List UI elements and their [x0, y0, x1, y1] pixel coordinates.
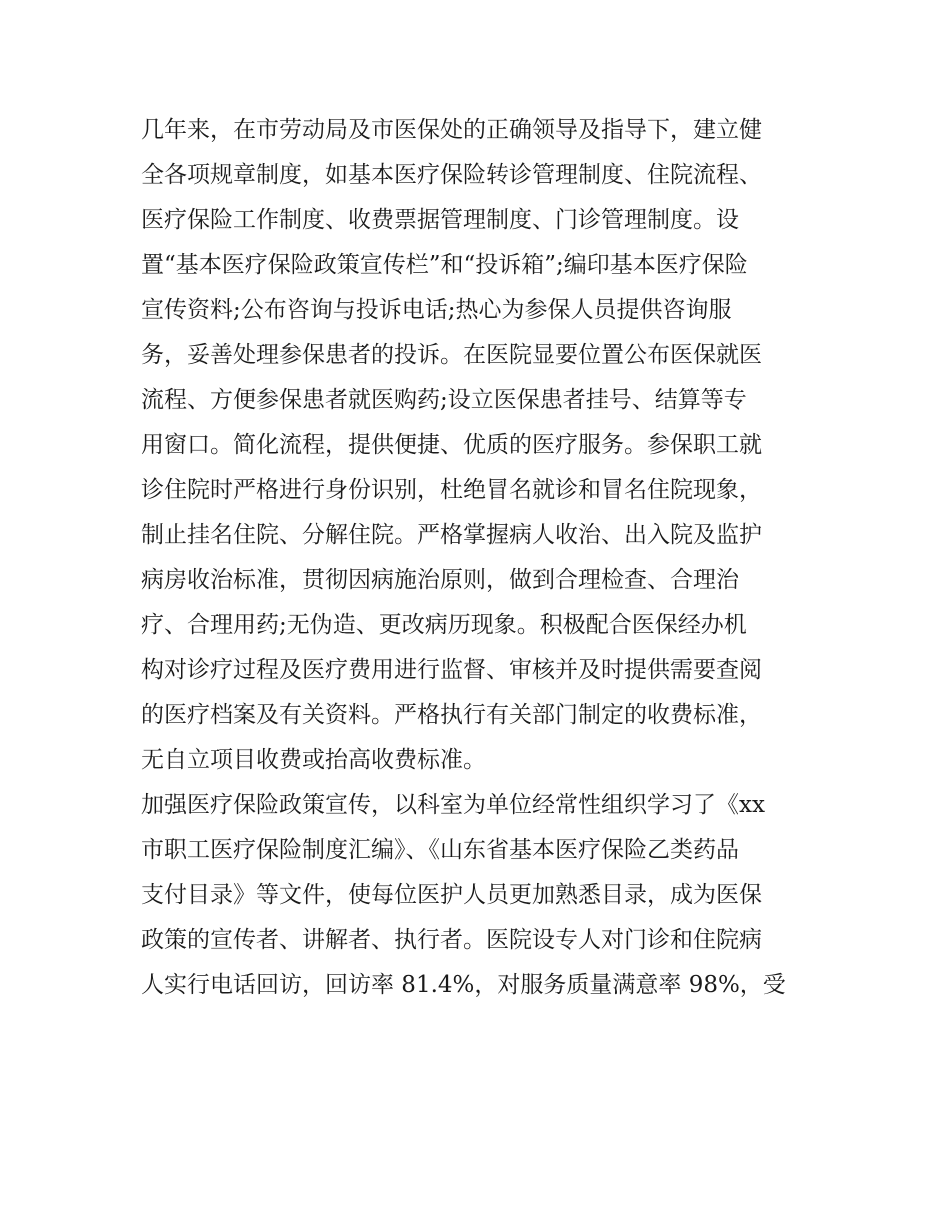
text-line: 诊住院时严格进行身份识别，杜绝冒名就诊和冒名住院现象，	[141, 477, 762, 503]
text-line: 流程、方便参保患者就医购药;设立医保患者挂号、结算等专	[141, 387, 747, 413]
text-line: 市职工医疗保险制度汇编》、《山东省基本医疗保险乙类药品	[141, 837, 739, 863]
text-line: 务，妥善处理参保患者的投诉。在医院显要位置公布医保就医	[141, 342, 762, 368]
text-line: 政策的宣传者、讲解者、执行者。医院设专人对门诊和住院病	[141, 927, 762, 953]
text-line: 制止挂名住院、分解住院。严格掌握病人收治、出入院及监护	[141, 522, 762, 548]
text-line: 疗、合理用药;无伪造、更改病历现象。积极配合医保经办机	[141, 612, 747, 638]
text-line: 的医疗档案及有关资料。严格执行有关部门制定的收费标准，	[141, 702, 762, 728]
paragraph-1	[141, 108, 821, 783]
text-line: 宣传资料;公布咨询与投诉电话;热心为参保人员提供咨询服	[141, 297, 732, 323]
paragraph-2	[141, 783, 821, 1008]
text-line: 构对诊疗过程及医疗费用进行监督、审核并及时提供需要查阅	[141, 657, 762, 683]
document-body	[141, 108, 821, 1008]
text-line: 加强医疗保险政策宣传，以科室为单位经常性组织学习了《xx	[141, 792, 765, 818]
text-line: 人实行电话回访，回访率 81.4%，对服务质量满意率 98%，受	[141, 972, 786, 998]
text-line: 医疗保险工作制度、收费票据管理制度、门诊管理制度。设	[141, 207, 739, 233]
text-line: 用窗口。简化流程，提供便捷、优质的医疗服务。参保职工就	[141, 432, 762, 458]
text-line: 病房收治标准，贯彻因病施治原则，做到合理检查、合理治	[141, 567, 739, 593]
text-line: 几年来，在市劳动局及市医保处的正确领导及指导下，建立健	[141, 117, 762, 143]
text-line: 全各项规章制度，如基本医疗保险转诊管理制度、住院流程、	[141, 162, 762, 188]
text-line: 支付目录》等文件，使每位医护人员更加熟悉目录，成为医保	[141, 882, 762, 908]
text-line: 置“基本医疗保险政策宣传栏”和“投诉箱”;编印基本医疗保险	[141, 252, 748, 278]
text-line: 无自立项目收费或抬高收费标准。	[141, 747, 486, 773]
